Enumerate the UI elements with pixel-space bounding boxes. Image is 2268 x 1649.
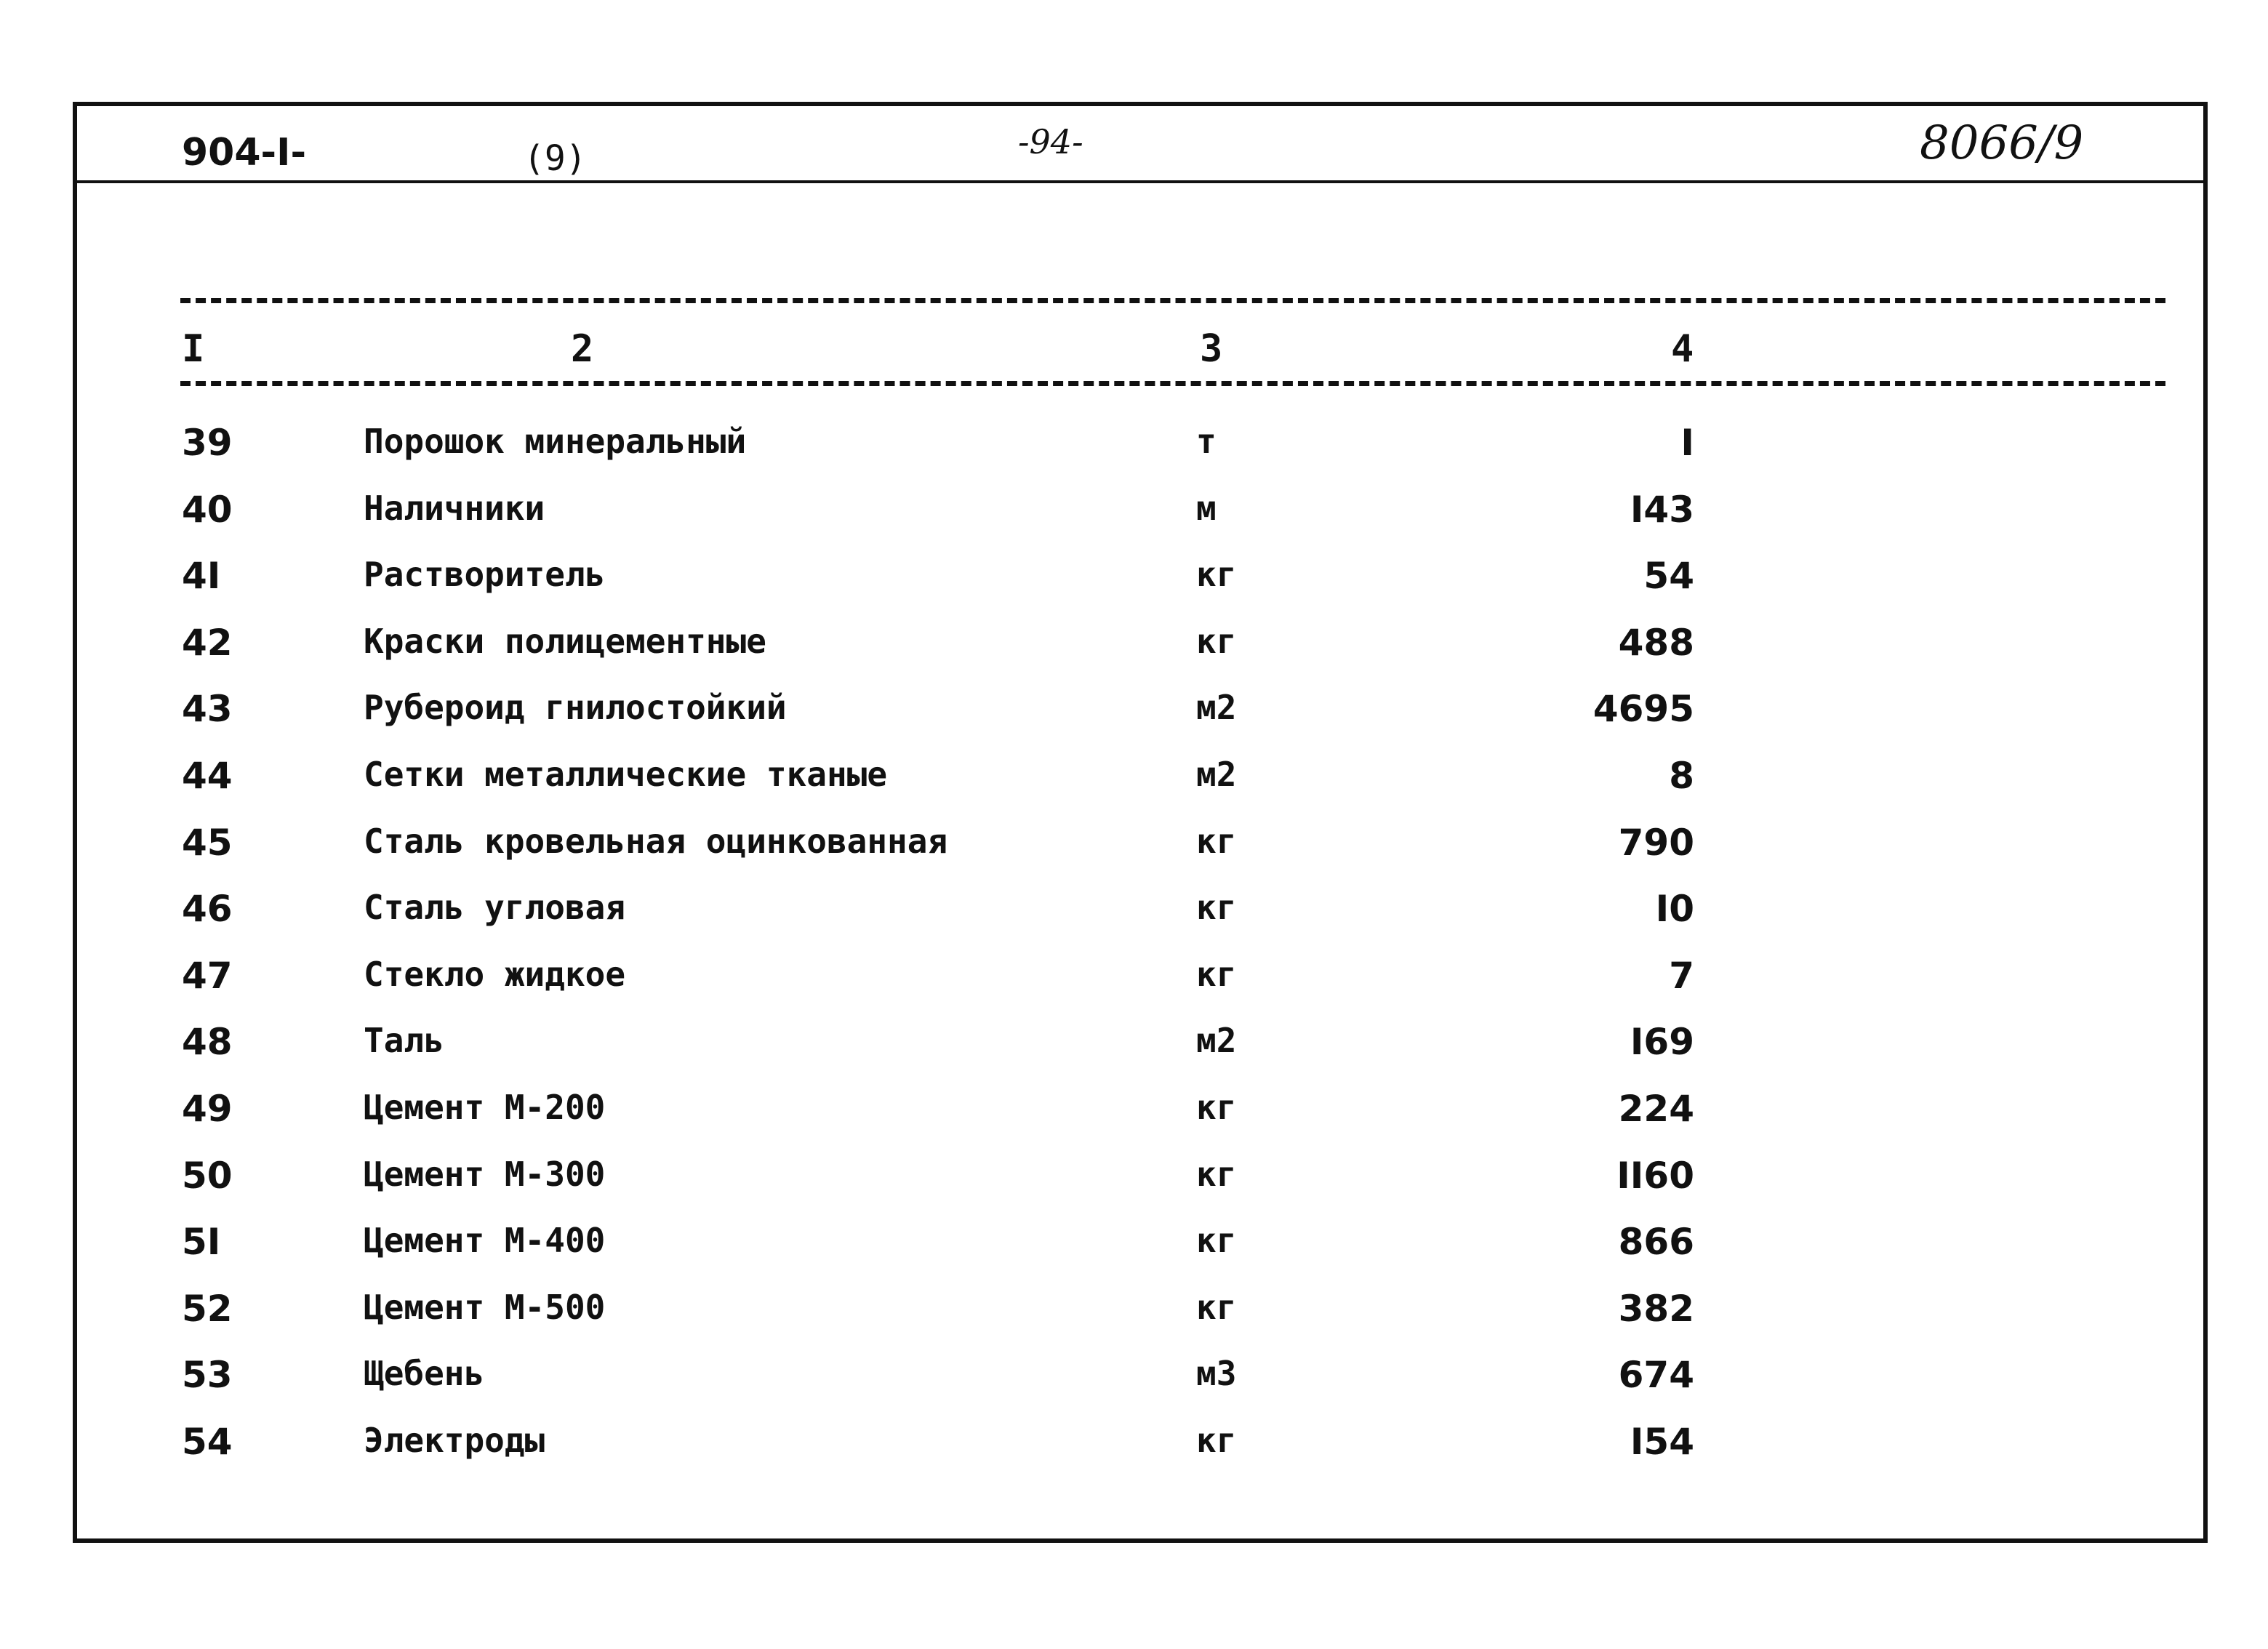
- row-number: 44: [182, 754, 233, 797]
- material-name: Стекло жидкое: [364, 954, 626, 994]
- table-row: [0, 755, 2268, 822]
- material-quantity: 488: [1618, 621, 1694, 664]
- table-row: [0, 1088, 2268, 1155]
- material-name: Сталь угловая: [364, 888, 626, 928]
- material-name: Сетки металлические тканые: [364, 754, 888, 794]
- material-quantity: I0: [1655, 888, 1694, 931]
- table-row: [0, 1288, 2268, 1355]
- row-number: 39: [182, 422, 233, 464]
- header-divider: [73, 180, 2208, 183]
- material-quantity: I43: [1630, 488, 1694, 531]
- table-row: [0, 1155, 2268, 1221]
- material-quantity: I69: [1630, 1021, 1694, 1064]
- material-quantity: I: [1680, 422, 1694, 464]
- material-name: Цемент М-300: [364, 1154, 606, 1194]
- column-header-4: 4: [1671, 327, 1694, 371]
- table-row: [0, 1221, 2268, 1288]
- material-quantity: 866: [1618, 1221, 1694, 1264]
- table-row: [0, 1021, 2268, 1088]
- table-row: [0, 555, 2268, 622]
- material-unit: м: [1196, 488, 1217, 528]
- row-number: 5I: [182, 1221, 221, 1264]
- material-quantity: 54: [1643, 555, 1694, 598]
- row-number: 42: [182, 621, 233, 664]
- material-quantity: 7: [1669, 954, 1694, 997]
- row-number: 49: [182, 1087, 233, 1130]
- material-name: Таль: [364, 1021, 444, 1061]
- material-unit: кг: [1196, 1221, 1237, 1261]
- doc-code: 904-I-: [182, 131, 307, 174]
- material-name: Цемент М-500: [364, 1287, 606, 1327]
- material-name: Рубероид гнилостойкий: [364, 688, 787, 728]
- row-number: 48: [182, 1021, 233, 1064]
- doc-part: (9): [524, 138, 587, 179]
- material-name: Щебень: [364, 1354, 485, 1394]
- material-quantity: 790: [1618, 821, 1694, 864]
- material-name: Порошок минеральный: [364, 422, 747, 461]
- material-quantity: II60: [1616, 1154, 1694, 1197]
- row-number: 40: [182, 488, 233, 531]
- material-name: Электроды: [364, 1420, 545, 1460]
- material-unit: кг: [1196, 821, 1237, 861]
- material-unit: м2: [1196, 1021, 1237, 1061]
- material-unit: кг: [1196, 1420, 1237, 1460]
- material-unit: т: [1196, 422, 1217, 461]
- table-row: [0, 422, 2268, 489]
- material-unit: м2: [1196, 754, 1237, 794]
- row-number: 45: [182, 821, 233, 864]
- table-row: [0, 1421, 2268, 1488]
- page-number: -94-: [1018, 122, 1083, 161]
- material-name: Цемент М-200: [364, 1087, 606, 1127]
- material-unit: кг: [1196, 1287, 1237, 1327]
- material-unit: м3: [1196, 1354, 1237, 1394]
- table-row: [0, 622, 2268, 689]
- row-number: 50: [182, 1154, 233, 1197]
- row-number: 46: [182, 888, 233, 931]
- material-unit: кг: [1196, 1154, 1237, 1194]
- material-unit: кг: [1196, 621, 1237, 661]
- row-number: 43: [182, 688, 233, 731]
- table-row: [0, 955, 2268, 1022]
- table-row: [0, 489, 2268, 555]
- materials-table: [0, 422, 2268, 1488]
- material-name: Краски полицементные: [364, 621, 766, 661]
- material-name: Цемент М-400: [364, 1221, 606, 1261]
- material-quantity: 674: [1618, 1354, 1694, 1397]
- table-row: [0, 888, 2268, 955]
- column-header-1: I: [182, 327, 205, 371]
- row-number: 54: [182, 1420, 233, 1463]
- row-number: 47: [182, 954, 233, 997]
- material-quantity: 8: [1669, 754, 1694, 797]
- material-unit: кг: [1196, 555, 1237, 595]
- sheet-number: 8066/9: [1920, 116, 2084, 170]
- material-name: Наличники: [364, 488, 545, 528]
- table-header-top-rule: [180, 298, 2165, 303]
- material-unit: м2: [1196, 688, 1237, 728]
- table-header-bottom-rule: [180, 381, 2165, 386]
- material-quantity: 224: [1618, 1087, 1694, 1130]
- material-quantity: I54: [1630, 1420, 1694, 1463]
- material-unit: кг: [1196, 1087, 1237, 1127]
- table-row: [0, 688, 2268, 755]
- table-row: [0, 822, 2268, 888]
- material-quantity: 4695: [1592, 688, 1694, 731]
- material-name: Растворитель: [364, 555, 606, 595]
- row-number: 4I: [182, 555, 221, 598]
- column-header-3: 3: [1200, 327, 1223, 371]
- row-number: 52: [182, 1287, 233, 1330]
- material-unit: кг: [1196, 954, 1237, 994]
- row-number: 53: [182, 1354, 233, 1397]
- material-name: Сталь кровельная оцинкованная: [364, 821, 948, 861]
- column-header-2: 2: [571, 327, 594, 371]
- material-quantity: 382: [1618, 1287, 1694, 1330]
- material-unit: кг: [1196, 888, 1237, 928]
- table-row: [0, 1354, 2268, 1421]
